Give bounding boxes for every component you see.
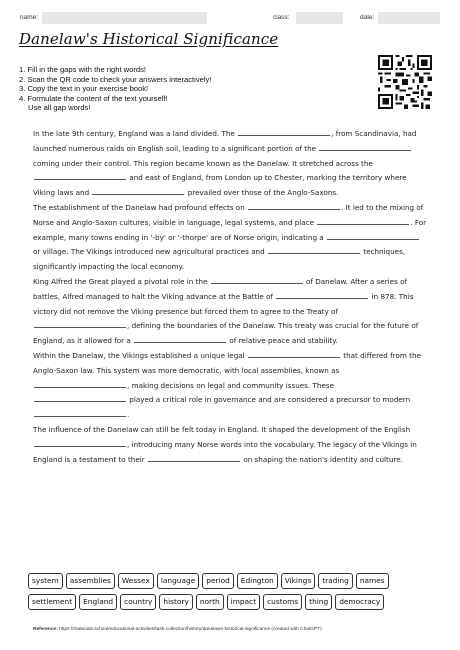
gap-text <box>33 127 429 467</box>
word-chip[interactable]: trading <box>318 573 353 589</box>
reference-line <box>33 627 433 632</box>
name-field[interactable] <box>42 12 207 24</box>
gap-field[interactable] <box>148 454 240 462</box>
text-segment: that differed from the Anglo-Saxon law. This system was more democratic, with local assemblies, known as <box>33 350 421 375</box>
gap-field[interactable] <box>268 246 360 254</box>
worksheet-header <box>20 12 440 26</box>
paragraph <box>33 275 429 349</box>
text-segment: , from Scandinavia, had launched numerous raids on English soil, leading to a significant portion of the <box>33 129 417 153</box>
word-chip[interactable]: names <box>356 573 389 589</box>
gap-field[interactable] <box>134 335 226 343</box>
word-bank-row <box>28 573 432 589</box>
word-chip[interactable]: democracy <box>335 594 384 610</box>
gap-field[interactable] <box>34 172 126 180</box>
reference-link[interactable]: https://materials.school/educational-activities/task-collection/history/danelaws-historical-significance (created with ChatGPT) <box>59 627 322 632</box>
word-chip[interactable]: assemblies <box>66 573 115 589</box>
gap-field[interactable] <box>92 187 184 195</box>
word-chip[interactable]: country <box>120 594 156 610</box>
gap-field[interactable] <box>327 232 419 240</box>
gap-field[interactable] <box>34 439 126 447</box>
gap-field[interactable] <box>238 128 330 136</box>
gap-field[interactable] <box>34 380 126 388</box>
text-segment: of relative peace and stability. <box>229 336 338 346</box>
paragraph <box>33 423 429 467</box>
gap-field[interactable] <box>248 202 340 210</box>
word-bank-row <box>28 594 432 610</box>
text-segment: or village. The Vikings introduced new agricultural practices and <box>33 247 265 257</box>
text-segment: and east of England, from London up to Chester, marking the territory where Viking laws and <box>33 173 407 198</box>
date-label: date: <box>360 14 375 21</box>
gap-field[interactable] <box>34 320 126 328</box>
reference-label: Reference: <box>33 627 58 632</box>
word-chip[interactable]: settlement <box>28 594 76 610</box>
gap-field[interactable] <box>317 217 409 225</box>
text-segment: . For example, many towns ending in '-by' or '-thorpe' are of Norse origin, indicating a <box>33 217 427 242</box>
text-segment: , introducing many Norse words into the vocabulary. The legacy of the Vikings in England is a testament to their <box>33 439 417 464</box>
word-chip[interactable]: system <box>28 573 63 589</box>
instructions-list <box>19 65 211 113</box>
text-segment: prevailed over those of the Anglo-Saxons. <box>187 188 339 198</box>
paragraph <box>33 201 429 275</box>
gap-field[interactable] <box>276 291 368 299</box>
gap-field[interactable] <box>34 394 126 402</box>
word-chip[interactable]: north <box>196 594 224 610</box>
text-segment: played a critical role in governance and are considered a precursor to modern <box>129 395 411 405</box>
text-segment: In the late 9th century, England was a land divided. The <box>33 129 235 138</box>
name-label: name: <box>20 14 39 21</box>
text-segment: . <box>127 410 130 420</box>
text-segment: of Danelaw. After a series of battles, Alfred managed to halt the Viking advance at the Battle of <box>33 276 408 301</box>
word-bank <box>28 573 432 615</box>
text-segment: , making decisions on legal and community issues. These <box>127 380 335 390</box>
text-segment: The influence of the Danelaw can still be felt today in England. It shaped the development of the English <box>33 424 411 434</box>
text-segment: Within the Danelaw, the Vikings established a unique legal <box>33 350 245 360</box>
instruction-item: Use all gap words! <box>28 103 91 112</box>
text-segment: on shaping the nation's identity and culture. <box>243 454 403 464</box>
word-chip[interactable]: thing <box>305 594 332 610</box>
word-chip[interactable]: customs <box>263 594 302 610</box>
date-field[interactable] <box>378 12 440 24</box>
text-segment: coming under their control. This region became known as the Danelaw. It stretched across the <box>33 158 373 168</box>
paragraph <box>33 127 429 201</box>
gap-field[interactable] <box>34 409 126 417</box>
word-chip[interactable]: England <box>79 594 117 610</box>
class-field[interactable] <box>296 12 343 24</box>
word-chip[interactable]: Vikings <box>281 573 316 589</box>
paragraph <box>33 349 429 423</box>
page-title: Danelaw's Historical Significance <box>19 30 279 48</box>
text-segment: , defining the boundaries of the Danelaw. This treaty was crucial for the future of England, as it allowed for a <box>33 321 419 346</box>
word-chip[interactable]: history <box>159 594 192 610</box>
class-label: class: <box>273 14 290 21</box>
gap-field[interactable] <box>319 143 411 151</box>
word-chip[interactable]: language <box>157 573 199 589</box>
word-chip[interactable]: Wessex <box>118 573 154 589</box>
gap-field[interactable] <box>211 276 303 284</box>
instruction-item: 2. Scan the QR code to check your answers interactively! <box>19 74 212 84</box>
qr-code-icon[interactable] <box>378 55 432 109</box>
text-segment: The establishment of the Danelaw had profound effects on <box>33 202 245 212</box>
word-chip[interactable]: Edington <box>237 573 278 589</box>
instruction-item: 1. Fill in the gaps with the right words! <box>19 65 147 74</box>
text-segment: King Alfred the Great played a pivotal role in the <box>33 276 208 286</box>
gap-field[interactable] <box>248 350 340 358</box>
instruction-item: 3. Copy the text in your exercise book! <box>19 84 149 93</box>
text-segment: techniques, significantly impacting the local economy. <box>33 247 406 272</box>
text-segment: in 878. This victory did not remove the Viking presence but forced them to agree to the Treaty of <box>33 291 414 316</box>
word-chip[interactable]: impact <box>227 594 260 610</box>
instruction-item: 4. Formulate the content of the text yourself! <box>19 93 168 103</box>
text-segment: . It led to the mixing of Norse and Anglo-Saxon cultures, visible in language, legal systems, and place <box>33 202 424 227</box>
word-chip[interactable]: period <box>202 573 234 589</box>
